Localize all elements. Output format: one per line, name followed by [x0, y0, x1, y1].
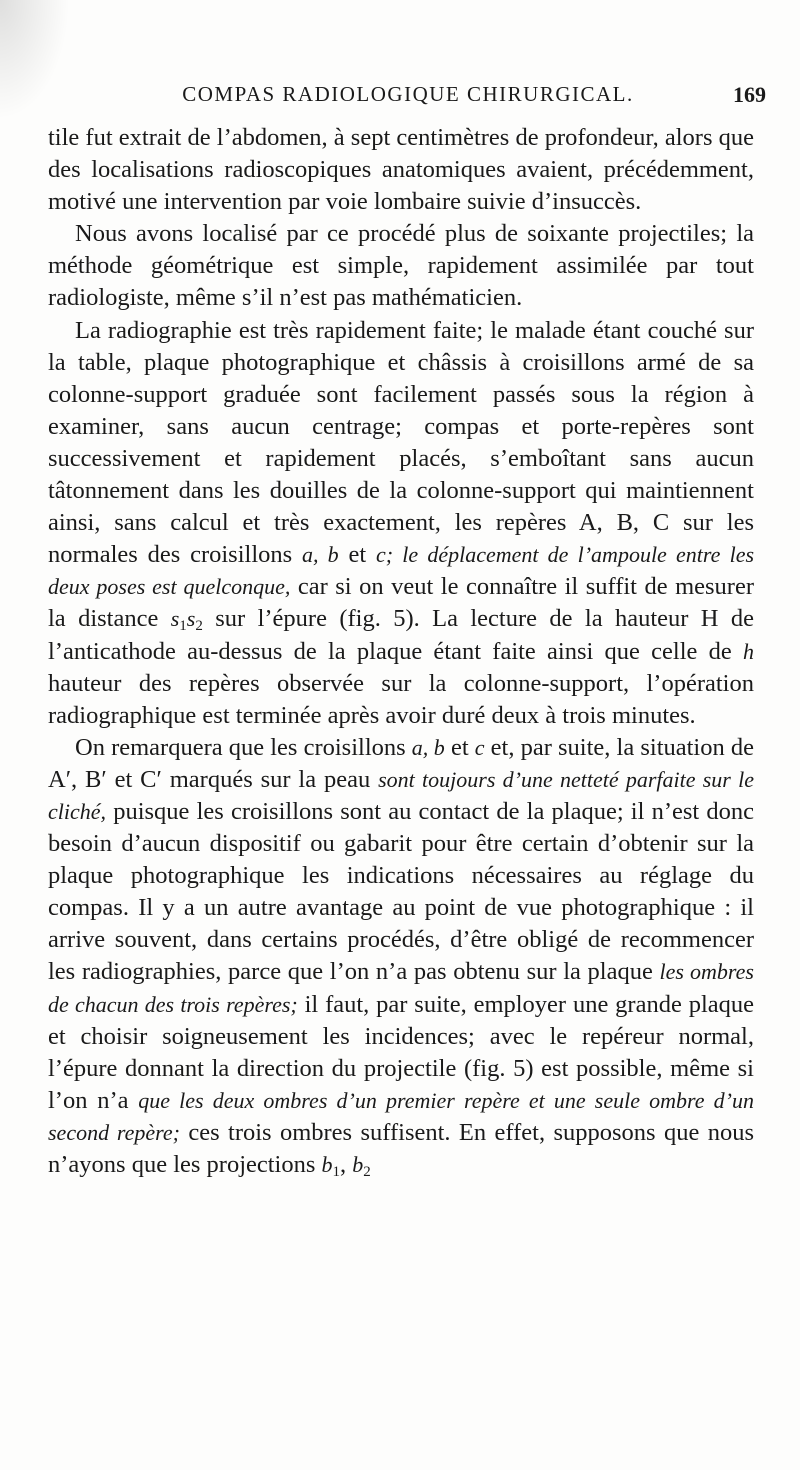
text-run: tile fut extrait de l’abdomen, à sept centimètres de profondeur, alors que des localisations radioscopiques anatomiques avaient, précédemment, motivé une intervention par voie lombaire suivie d’insuccès.: [48, 124, 754, 216]
text-run: car si on veut le connaître il suffit de mesurer la distance: [48, 573, 754, 633]
italic-text: les ombres de chacun des trois repères;: [48, 959, 754, 1017]
paragraph: [48, 315, 754, 732]
italic-text: que les deux ombres d’un premier repère et une seule ombre d’un second repère;: [48, 1087, 754, 1145]
italic-text: a, b: [411, 734, 445, 760]
text-run: On remarquera que les croisillons: [75, 733, 412, 761]
italic-text: c; le déplacement de l’ampoule entre les deux poses est quelconque,: [48, 542, 755, 600]
italic-text: s: [170, 606, 180, 632]
page-number: 169: [733, 82, 766, 107]
paragraph: [48, 122, 754, 218]
italic-text: b: [352, 1152, 364, 1177]
page-header: [48, 82, 768, 114]
text-run: et: [444, 733, 475, 761]
subscript-text: 1: [179, 618, 187, 635]
text-run: il faut, par suite, employer une grande plaque et choisir soigneusement les incidences; avec le repéreur normal, l’épure donnant la direction du projectile (fig. 5) est possible, même si l’on n’a: [48, 990, 754, 1114]
italic-text: sont toujours d’une netteté parfaite sur le cliché,: [48, 766, 754, 824]
subscript-text: 1: [332, 1164, 341, 1180]
italic-text: s: [186, 606, 196, 632]
running-title: COMPAS RADIOLOGIQUE CHIRURGICAL.: [182, 82, 634, 106]
text-run: puisque les croisillons sont au contact de la plaque; il n’est donc besoin d’aucun dispositif ou gabarit pour être certain d’obtenir sur la plaque photographique les indications nécessaires au réglage du compas. Il y a un autre avantage au point de vue photographique : il arrive souvent, dans certains procédés, d’être obligé de recommencer les radiographies, parce que l’on n’a pas obtenu sur la plaque: [48, 797, 754, 986]
text-run: ,: [340, 1151, 353, 1178]
body-text: [48, 122, 754, 1181]
text-run: sur l’épure (fig. 5). La lecture de la hauteur H de l’anticathode au-dessus de la plaque étant faite ainsi que celle de: [48, 605, 755, 665]
paragraph: [48, 732, 754, 1181]
paragraph: [48, 218, 754, 314]
subscript-text: 2: [363, 1164, 371, 1180]
text-run: et, par suite, la situation de A′, B′ et C′ marqués sur la peau: [48, 733, 754, 793]
italic-text: b: [321, 1152, 333, 1177]
text-run: hauteur des repères observée sur la colonne-support, l’opération radiographique est terminée après avoir duré deux à trois minutes.: [48, 669, 754, 729]
italic-text: h: [743, 638, 754, 664]
text-run: La radiographie est très rapidement faite; le malade étant couché sur la table, plaque photographique et châssis à croisillons armé de sa colonne-support graduée sont facilement passés sous la région à examiner, sans aucun centrage; compas et porte-repères sont successivement et rapidement placés, s’emboîtant sans aucun tâtonnement dans les douilles de la colonne-support qui maintiennent ainsi, sans calcul et très exactement, les repères A, B, C sur les normales des croisillons: [48, 316, 754, 569]
italic-text: a, b: [301, 542, 339, 568]
subscript-text: 2: [195, 618, 203, 635]
text-run: et: [338, 541, 376, 569]
italic-text: c: [474, 734, 485, 760]
text-run: ces trois ombres suffisent. En effet, supposons que nous n’ayons que les projections: [48, 1118, 754, 1178]
text-run: Nous avons localisé par ce procédé plus de soixante projectiles; la méthode géométrique est simple, rapidement assimilée par tout radiologiste, même s’il n’est pas mathématicien.: [48, 220, 754, 312]
